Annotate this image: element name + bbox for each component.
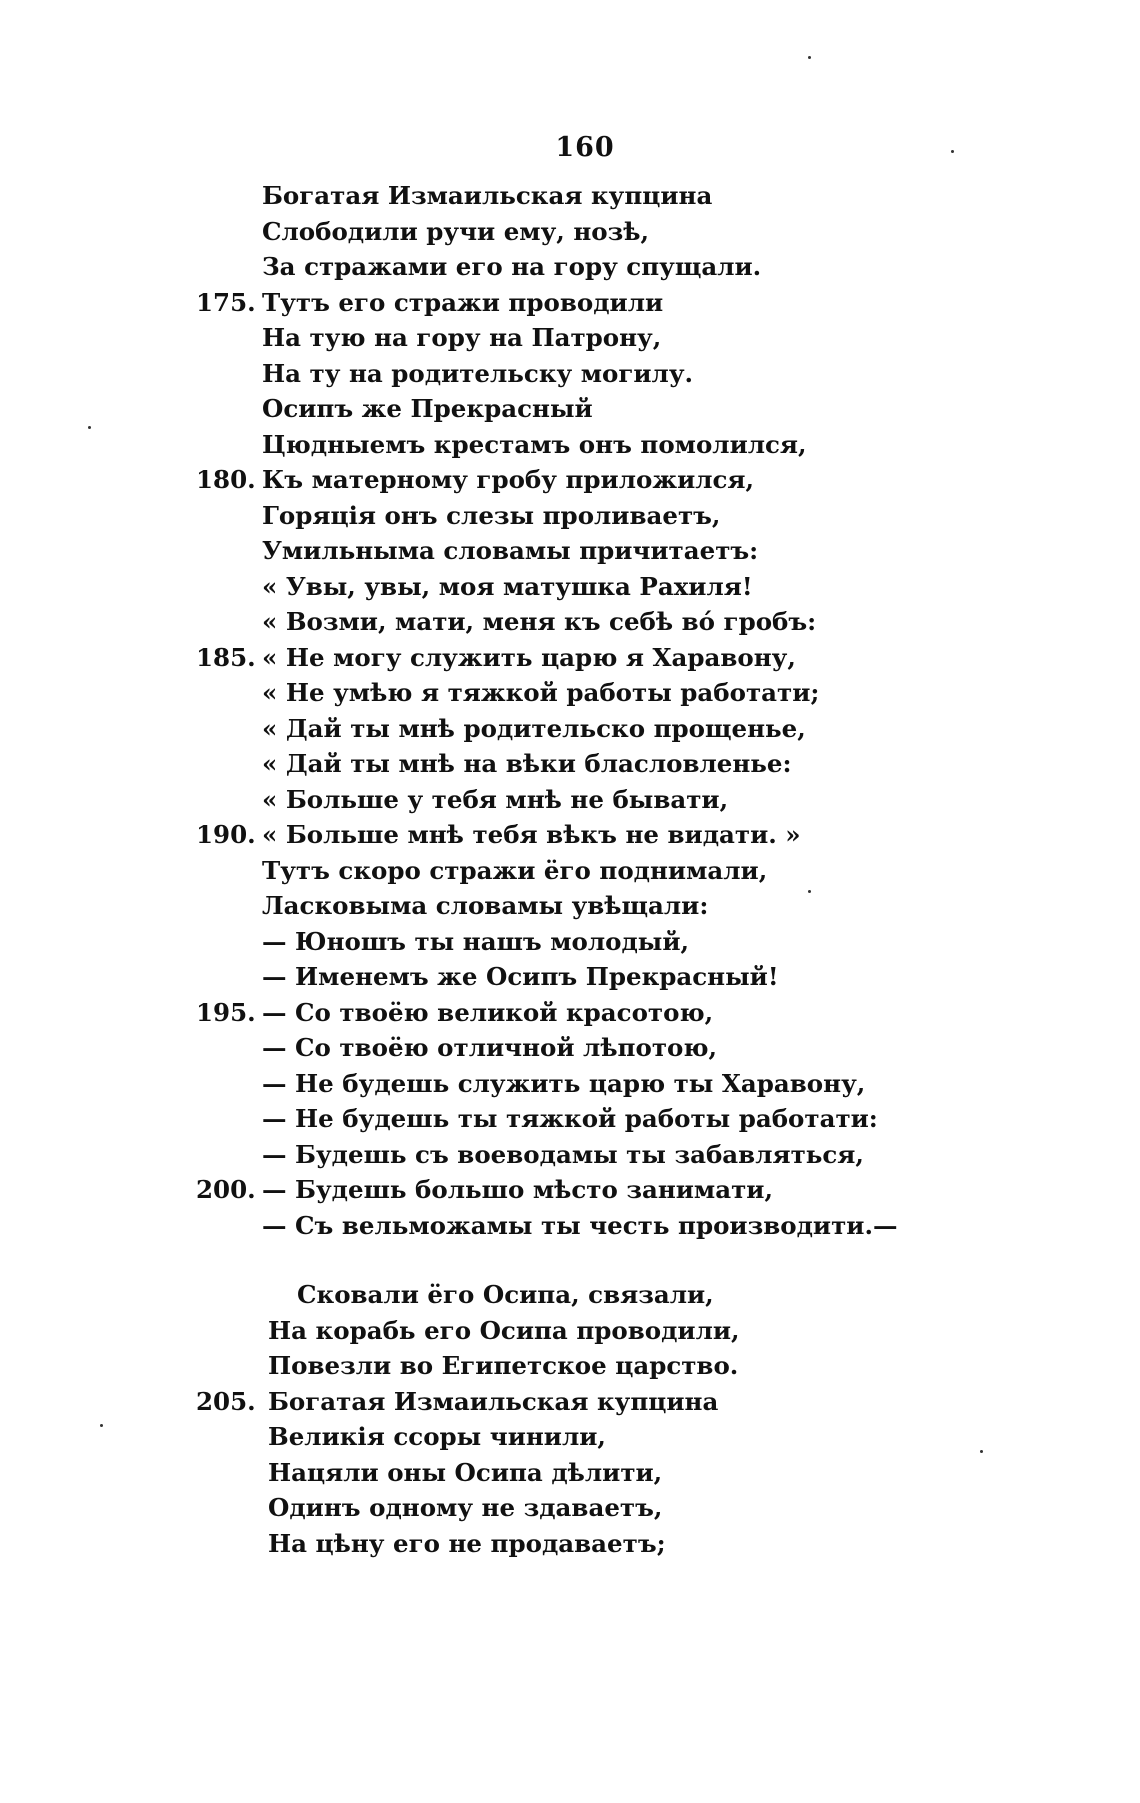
verse-text: Тутъ скоро стражи ёго поднимали, — [262, 855, 768, 885]
verse-text: — Будешь съ воеводамы ты забавляться, — [262, 1139, 864, 1169]
verse-line — [0, 285, 1140, 321]
verse-line — [0, 498, 1140, 534]
print-speck — [808, 890, 811, 893]
verse-text: « Дай ты мнѣ родительско прощенье, — [262, 713, 806, 743]
verse-line — [0, 1066, 1140, 1102]
verse-text: — Не будешь ты тяжкой работы работати: — [262, 1104, 878, 1133]
verse-line — [0, 1384, 1140, 1420]
verse-text: На тую на гору на Патрону, — [262, 323, 662, 352]
verse-line — [0, 1419, 1140, 1455]
verse-line — [0, 675, 1140, 711]
stanza-2 — [0, 1277, 1140, 1561]
verse-line — [0, 640, 1140, 676]
verse-text: « Больше у тебя мнѣ не бывати, — [262, 784, 729, 814]
verse-line — [0, 1455, 1140, 1491]
verse-line — [0, 817, 1140, 853]
verse-text: Богатая Измаильская купцина — [262, 181, 713, 210]
verse-line — [0, 1348, 1140, 1384]
verse-text: Ласковыма словамы увѣщали: — [262, 891, 709, 920]
verse-line — [0, 1030, 1140, 1066]
verse-line — [0, 959, 1140, 995]
verse-line — [0, 391, 1140, 427]
verse-text: — Будешь большо мѣсто занимати, — [262, 1175, 773, 1204]
line-number: 175. — [196, 287, 256, 317]
verse-line — [0, 1490, 1140, 1526]
verse-line — [0, 320, 1140, 356]
verse-text: На корабь его Осипа проводили, — [268, 1315, 740, 1345]
verse-text: За стражами его на гору спущали. — [262, 252, 762, 281]
verse-text: Повезли во Египетское царство. — [268, 1351, 739, 1380]
verse-line — [0, 746, 1140, 782]
line-number: 190. — [196, 820, 256, 849]
verse-line — [0, 888, 1140, 924]
line-number: 205. — [196, 1386, 256, 1416]
verse-text: — Со твоёю отличной лѣпотою, — [262, 1033, 718, 1062]
verse-line — [0, 853, 1140, 889]
verse-line — [0, 604, 1140, 640]
verse-text: Тутъ его стражи проводили — [262, 287, 664, 317]
line-number: 180. — [196, 465, 256, 494]
verse-text: — Юношъ ты нашъ молодый, — [262, 926, 690, 956]
verse-text: На ту на родительску могилу. — [262, 358, 694, 388]
line-number: 185. — [196, 642, 256, 672]
line-number: 200. — [196, 1175, 256, 1204]
verse-line — [0, 214, 1140, 250]
verse-line — [0, 924, 1140, 960]
verse-line — [0, 1137, 1140, 1173]
verse-line — [0, 462, 1140, 498]
verse-text: Горяція онъ слезы проливаетъ, — [262, 500, 721, 530]
verse-text: — Съ вельможамы ты честь производити.— — [262, 1210, 898, 1240]
verse-line — [0, 569, 1140, 605]
verse-text: Сковали ёго Осипа, связали, — [297, 1280, 714, 1309]
verse-text: Умильныма словамы причитаетъ: — [262, 536, 759, 565]
verse-text: — Не будешь служить царю ты Харавону, — [262, 1068, 866, 1098]
page-number: 160 — [555, 132, 615, 163]
verse-text: « Дай ты мнѣ на вѣки бласловленье: — [262, 749, 792, 778]
verse-text: Великія ссоры чинили, — [268, 1422, 606, 1451]
verse-line — [0, 711, 1140, 747]
verse-text: Цюдныемъ крестамъ онъ помолился, — [262, 429, 807, 459]
verse-text: Нацяли оны Осипа дѣлити, — [268, 1457, 663, 1487]
verse-text: « Не могу служить царю я Харавону, — [262, 642, 796, 672]
verse-text: Богатая Измаильская купцина — [268, 1386, 719, 1416]
verse-text: « Увы, увы, моя матушка Рахиля! — [262, 571, 753, 601]
verse-line — [0, 356, 1140, 392]
verse-line — [0, 1313, 1140, 1349]
verse-text: — Именемъ же Осипъ Прекрасный! — [262, 962, 779, 991]
verse-line — [0, 533, 1140, 569]
print-speck — [100, 1424, 103, 1427]
verse-text: Одинъ одному не здаваетъ, — [268, 1493, 663, 1522]
verse-line — [0, 249, 1140, 285]
verse-line — [0, 782, 1140, 818]
verse-line — [0, 178, 1140, 214]
verse-text: Слободили ручи ему, нозѣ, — [262, 216, 649, 246]
verse-line — [0, 1101, 1140, 1137]
verse-text: « Не умѣю я тяжкой работы работати; — [262, 678, 820, 707]
print-speck — [88, 426, 91, 429]
print-speck — [951, 150, 954, 153]
verse-text: « Больше мнѣ тебя вѣкъ не видати. » — [262, 820, 801, 849]
verse-line — [0, 1277, 1140, 1313]
verse-line — [0, 995, 1140, 1031]
print-speck — [980, 1450, 983, 1453]
verse-text: — Со твоёю великой красотою, — [262, 997, 714, 1027]
stanza-1 — [0, 178, 1140, 1243]
verse-line — [0, 1526, 1140, 1562]
verse-text: На цѣну его не продаваетъ; — [268, 1528, 666, 1558]
verse-text: Къ матерному гробу приложился, — [262, 465, 755, 494]
print-speck — [808, 56, 811, 59]
verse-line — [0, 1208, 1140, 1244]
verse-text: Осипъ же Прекрасный — [262, 394, 593, 423]
line-number: 195. — [196, 997, 256, 1027]
verse-line — [0, 1172, 1140, 1208]
verse-text: « Возми, мати, меня къ себѣ вó гробъ: — [262, 607, 817, 636]
verse-line — [0, 427, 1140, 463]
